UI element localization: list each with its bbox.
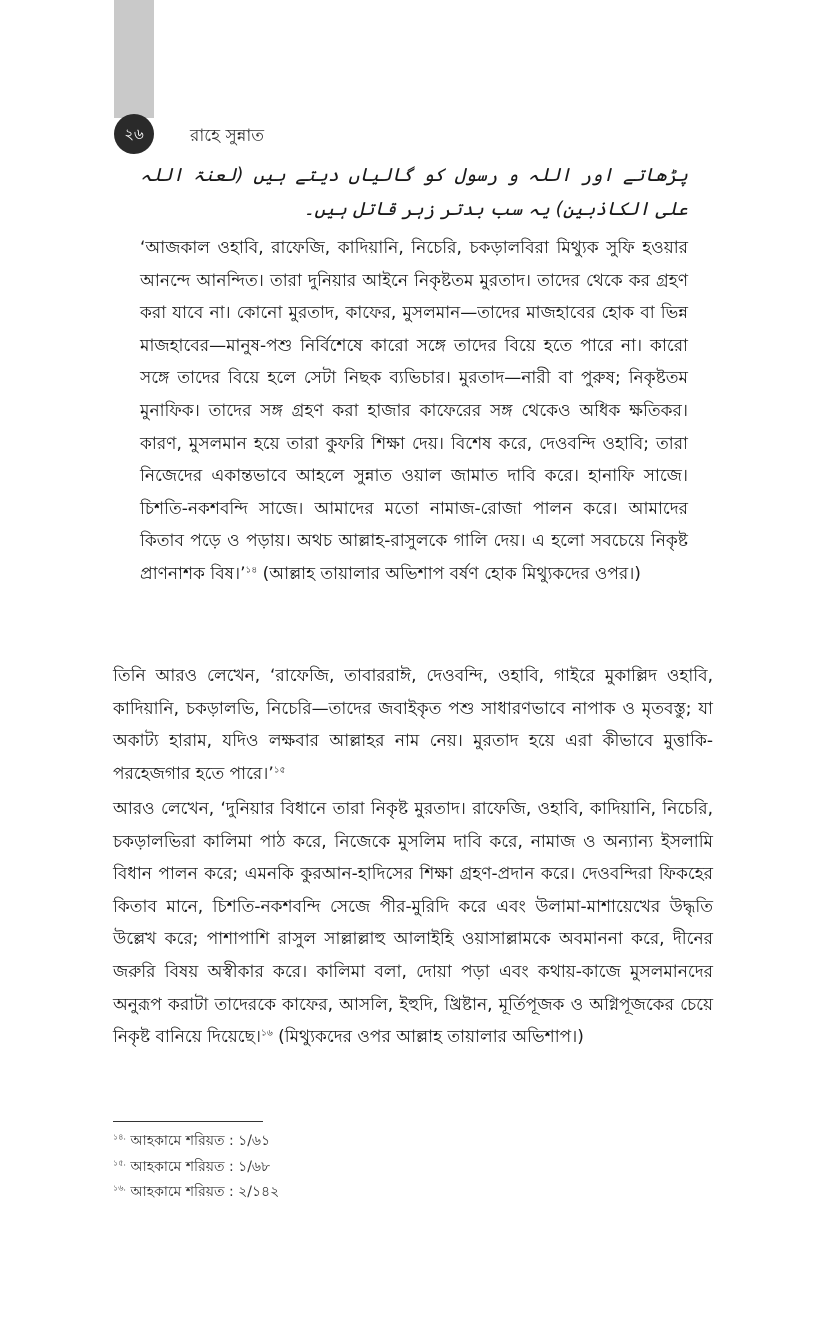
- paragraph: [113, 660, 713, 790]
- block-quote-tail: (আল্লাহ তায়ালার অভিশাপ বর্ষণ হোক মিথ্যুকদের ওপর।): [257, 563, 641, 584]
- footnote-item: [113, 1180, 279, 1206]
- footnote-text: আহকামে শরিয়ত : ১/৬৮: [125, 1158, 271, 1175]
- footnote-ref[interactable]: ১৬: [261, 1028, 273, 1039]
- paragraph-text: আরও লেখেন, ‘দুনিয়ার বিধানে তারা নিকৃষ্ট মুরতাদ। রাফেজি, ওহাবি, কাদিয়ানি, নিচেরি, চকড়ালভিরা কালিমা পাঠ করে, নিজেকে মুসলিম দাবি করে, নামাজ ও অন্যান্য ইসলামি বিধান পালন করে; এমনকি কুরআন-হাদিসের শিক্ষা গ্রহণ-প্রদান করে। দেওবন্দিরা ফিকহের কিতাব মানে, চিশতি-নকশবন্দি সেজে পীর-মুরিদি করে এবং উলামা-মাশায়েখের উদ্ধৃতি উল্লেখ করে; পাশাপাশি রাসুল সাল্লাল্লাহু আলাইহি ওয়াসাল্লামকে অবমাননা করে, দীনের জরুরি বিষয় অস্বীকার করে। কালিমা বলা, দোয়া পড়া এবং কথায়-কাজে মুসলমানদের অনুরূপ করাটা তাদেরকে কাফের, আসলি, ইহুদি, খ্রিষ্টান, মূর্তিপূজক ও অগ্নিপূজকের চেয়ে নিকৃষ্ট বানিয়ে দিয়েছে।: [113, 799, 713, 1048]
- paragraph: [113, 793, 713, 1054]
- urdu-quote: پڑھاتے اور اللہ و رسول کو گالیاں دیتے ہیں (لعنۃ اللہ علی الکاذبین) یہ سب بدتر زہر قاتل ہیں۔: [140, 165, 688, 220]
- footnotes-list: [113, 1129, 279, 1206]
- footnote-divider: [113, 1121, 263, 1122]
- paragraph-tail: (মিথ্যুকদের ওপর আল্লাহ তায়ালার অভিশাপ।): [272, 1027, 584, 1048]
- footnote-ref[interactable]: ১৫: [273, 765, 286, 776]
- footnote-text: আহকামে শরিয়ত : ১/৬১: [125, 1133, 271, 1149]
- footnote-number: ১৬.: [113, 1183, 126, 1193]
- block-quote: [140, 232, 688, 591]
- footnote-ref[interactable]: ১৪: [245, 565, 258, 576]
- page-number: ২৬: [114, 114, 154, 154]
- footnote-item: [113, 1129, 279, 1155]
- running-head: রাহে সুন্নাত: [190, 126, 265, 146]
- paragraph-text: তিনি আরও লেখেন, ‘রাফেজি, তাবাররাঈ, দেওবন্দি, ওহাবি, গাইরে মুকাল্লিদ ওহাবি, কাদিয়ানি, চকড়ালভি, নিচেরি—তাদের জবাইকৃত পশু সাধারণভাবে নাপাক ও মৃতবস্তু; যা অকাট্য হারাম, যদিও লক্ষবার আল্লাহর নাম নেয়। মুরতাদ হয়ে এরা কীভাবে মুত্তাকি-পরহেজগার হতে পারে।’: [113, 666, 713, 784]
- footnote-number: ১৪.: [113, 1132, 126, 1142]
- page-tab-marker: [114, 0, 154, 118]
- footnote-text: আহকামে শরিয়ত : ২/১৪২: [125, 1184, 280, 1200]
- block-quote-text: ‘আজকাল ওহাবি, রাফেজি, কাদিয়ানি, নিচেরি, চকড়ালবিরা মিথ্যুক সুফি হওয়ার আনন্দে আনন্দিত। তারা দুনিয়ার আইনে নিকৃষ্টতম মুরতাদ। তাদের থেকে কর গ্রহণ করা যাবে না। কোনো মুরতাদ, কাফের, মুসলমান—তাদের মাজহাবের হোক বা ভিন্ন মাজহাবের—মানুষ-পশু নির্বিশেষে কারো সঙ্গে তাদের বিয়ে হতে পারে না। কারো সঙ্গে তাদের বিয়ে হলে সেটা নিছক ব্যভিচার। মুরতাদ—নারী বা পুরুষ; নিকৃষ্টতম মুনাফিক। তাদের সঙ্গ গ্রহণ করা হাজার কাফেরের সঙ্গ থেকেও অধিক ক্ষতিকর। কারণ, মুসলমান হয়ে তারা কুফরি শিক্ষা দেয়। বিশেষ করে, দেওবন্দি ওহাবি; তারা নিজেদের একান্তভাবে আহলে সুন্নাত ওয়াল জামাত দাবি করে। হানাফি সাজে। চিশতি-নকশবন্দি সাজে। আমাদের মতো নামাজ-রোজা পালন করে। আমাদের কিতাব পড়ে ও পড়ায়। অথচ আল্লাহ-রাসুলকে গালি দেয়। এ হলো সবচেয়ে নিকৃষ্ট প্রাণনাশক বিষ।’: [140, 238, 688, 584]
- footnote-item: [113, 1155, 279, 1181]
- footnote-number: ১৫.: [113, 1157, 126, 1167]
